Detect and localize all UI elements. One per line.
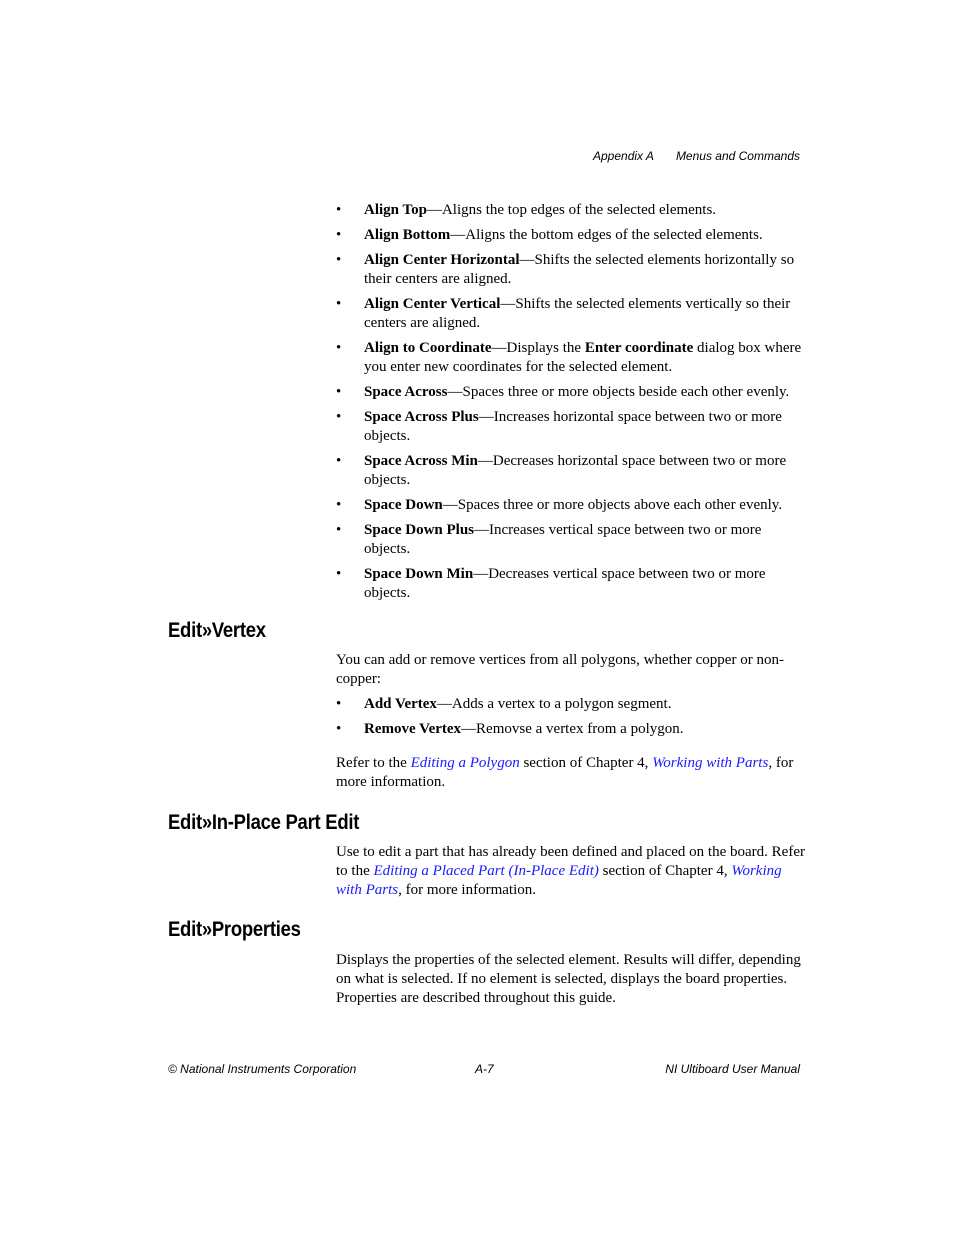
list-item (336, 496, 806, 515)
item-desc: —Aligns the top edges of the selected elements. (426, 202, 717, 218)
item-desc: —Displays the (491, 340, 585, 356)
list-item (336, 452, 806, 490)
section-heading-properties: Edit»Properties (168, 918, 301, 941)
properties-body: Displays the properties of the selected element. Results will differ, depending on what is selected. If no element is selected, displays the board properties. Properties are described throughout this guide. (336, 952, 801, 1006)
item-desc: —Spaces three or more objects above each other evenly. (442, 497, 783, 513)
item-term: Add Vertex (364, 696, 437, 712)
item-term: Align Bottom (364, 227, 451, 243)
list-item (336, 565, 806, 603)
item-term: Space Down Plus (364, 522, 475, 538)
vertex-reference (336, 754, 806, 792)
item-term: Space Down Min (364, 566, 474, 582)
item-desc-2: dialog box where you enter new coordinates for the selected element. (364, 340, 802, 375)
item-term: Align Center Vertical (364, 296, 501, 312)
section-heading-inplace: Edit»In-Place Part Edit (168, 811, 360, 834)
list-item (336, 408, 806, 446)
list-item (336, 295, 806, 333)
working-with-parts-link[interactable]: Working with Parts (652, 755, 769, 771)
footer-manual-title: NI Ultiboard User Manual (665, 1062, 800, 1076)
item-term: Align to Coordinate (364, 340, 492, 356)
item-desc: —Aligns the bottom edges of the selected elements. (450, 227, 763, 243)
item-term: Align Top (364, 202, 427, 218)
item-term: Align Center Horizontal (364, 252, 520, 268)
align-command-list (336, 201, 806, 609)
item-desc: —Shifts the selected elements horizontally so their centers are aligned. (364, 252, 795, 287)
vertex-command-list (336, 695, 806, 745)
list-item (336, 226, 806, 245)
item-desc: —Decreases vertical space between two or more objects. (364, 566, 766, 601)
item-term: Space Across Min (364, 453, 478, 469)
body-text: Use to edit a part that has already been defined and placed on the board. Refer to the (336, 844, 805, 879)
list-item (336, 521, 806, 559)
item-desc: —Increases vertical space between two or more objects. (364, 522, 762, 557)
item-term: Remove Vertex (364, 721, 462, 737)
ref-text: section of Chapter 4, (519, 755, 653, 771)
item-desc: —Decreases horizontal space between two or more objects. (364, 453, 787, 488)
header-appendix: Appendix A (593, 149, 654, 163)
item-desc: —Shifts the selected elements vertically so their centers are aligned. (364, 296, 791, 331)
ref-text: Refer to the (336, 755, 411, 771)
footer-copyright: © National Instruments Corporation (168, 1062, 357, 1076)
item-term: Space Across (364, 384, 448, 400)
list-item (336, 251, 806, 289)
vertex-intro: You can add or remove vertices from all polygons, whether copper or non-copper: (336, 652, 784, 687)
body-text: section of Chapter 4, (598, 863, 732, 879)
item-desc: —Removse a vertex from a polygon. (461, 721, 684, 737)
list-item (336, 201, 806, 220)
item-desc: —Increases horizontal space between two or more objects. (364, 409, 782, 444)
footer-page-number: A-7 (475, 1062, 494, 1076)
editing-placed-part-link[interactable]: Editing a Placed Part (In-Place Edit) (373, 863, 599, 879)
running-header (593, 149, 800, 163)
list-item (336, 695, 806, 714)
item-term-dialog: Enter coordinate (584, 340, 694, 356)
item-term: Space Across Plus (364, 409, 479, 425)
item-desc: —Spaces three or more objects beside each other evenly. (447, 384, 790, 400)
list-item (336, 339, 806, 377)
inplace-body (336, 843, 806, 900)
working-with-parts-link[interactable]: Working with Parts (336, 863, 782, 898)
item-desc: —Adds a vertex to a polygon segment. (436, 696, 672, 712)
list-item (336, 720, 806, 739)
list-item (336, 383, 806, 402)
header-chapter: Menus and Commands (675, 149, 800, 163)
ref-text: , for more information. (336, 755, 794, 790)
body-text: , for more information. (398, 882, 536, 898)
item-term: Space Down (364, 497, 443, 513)
editing-polygon-link[interactable]: Editing a Polygon (410, 755, 520, 771)
section-heading-vertex: Edit»Vertex (168, 619, 266, 642)
